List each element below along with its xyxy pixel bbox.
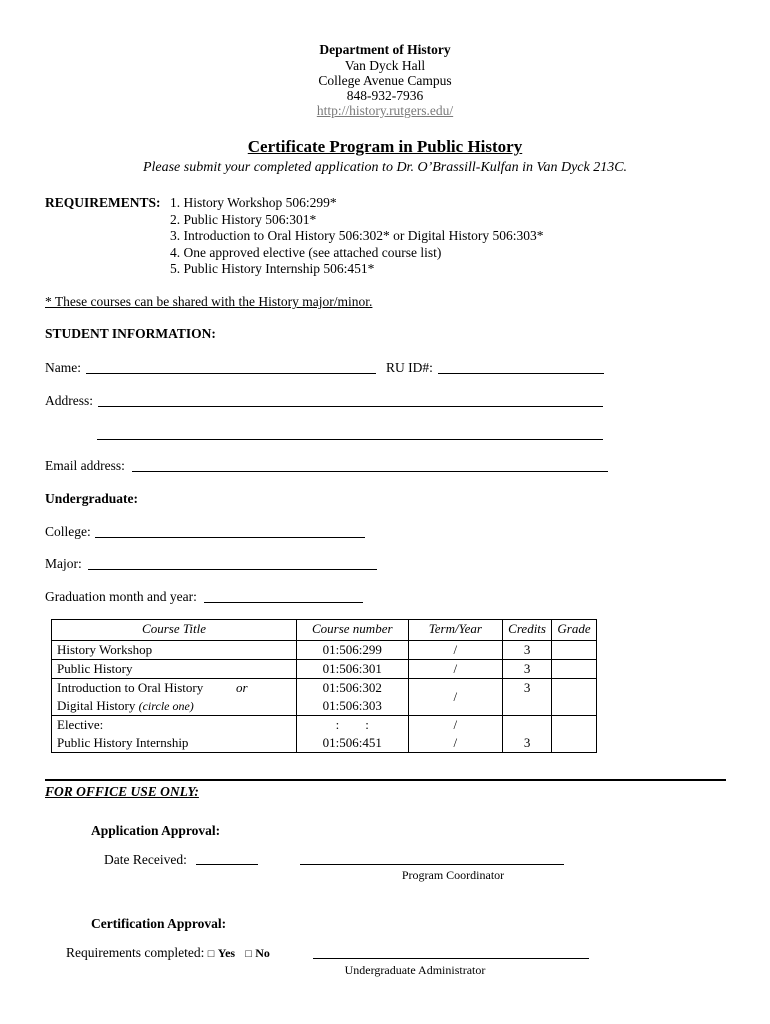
major-field[interactable] [88,569,377,570]
grade-cell[interactable] [551,679,596,716]
undergraduate-administrator-label: Undergraduate Administrator [344,963,486,977]
term-year-cell[interactable]: / [408,679,503,716]
graduation-field[interactable] [204,602,363,603]
table-row [52,679,597,716]
shared-courses-note: * These courses can be shared with the History major/minor. [45,294,373,309]
table-row [52,716,597,753]
student-info-heading: STUDENT INFORMATION: [45,326,216,341]
course-title-line: Elective: [57,717,104,732]
undergraduate-heading: Undergraduate: [45,491,138,506]
credits-cell [503,716,552,753]
date-received-field[interactable] [196,864,258,865]
column-header: Course number [297,620,409,641]
address-field-line1[interactable] [98,406,603,407]
requirements-completed-label: Requirements completed: [66,945,205,960]
date-received-label: Date Received: [104,852,187,867]
requirement-item: 5. Public History Internship 506:451* [170,261,375,276]
department-website-link[interactable]: http://history.rutgers.edu/ [316,103,454,118]
credits-cell: 3 [503,679,552,716]
requirement-item: 2. Public History 506:301* [170,211,317,227]
email-field[interactable] [132,471,608,472]
term-year-cell[interactable] [408,716,503,753]
form-title: Certificate Program in Public History [247,137,523,156]
term-year-line[interactable]: / [453,735,458,750]
course-title-cell [52,679,297,716]
credits-line: 3 [523,735,531,750]
campus-name: College Avenue Campus [318,73,452,88]
course-title-line: Digital History [57,698,136,713]
graduation-label: Graduation month and year: [45,589,197,604]
course-number-cell: 01:506:301 [297,660,409,679]
administrator-signature-line[interactable] [313,958,589,959]
requirements-completed-row [66,945,270,961]
column-header: Term/Year [408,620,503,641]
grade-cell[interactable] [551,641,596,660]
no-checkbox[interactable]: □ [245,948,252,960]
course-number-cell: 01:506:299 [297,641,409,660]
grade-cell[interactable] [551,716,596,753]
course-number-cell [297,679,409,716]
table-row [52,660,597,679]
no-label: No [255,946,270,960]
course-number-line[interactable]: 01:506:303 [322,698,382,713]
application-approval-heading: Application Approval: [91,823,221,838]
credits-cell: 3 [503,641,552,660]
college-field[interactable] [95,537,365,538]
certification-approval-heading: Certification Approval: [91,916,227,931]
requirements-label: REQUIREMENTS: [45,195,161,210]
ruid-label: RU ID#: [386,360,433,375]
course-table [51,619,597,753]
submission-instructions: Please submit your completed application to Dr. O’Brassill-Kulfan in Van Dyck 213C. [142,160,628,175]
course-title-cell: History Workshop [52,641,297,660]
requirement-item: 3. Introduction to Oral History 506:302* or Digital History 506:303* [170,228,544,243]
requirement-item: 4. One approved elective (see attached course list) [170,244,442,260]
term-year-cell[interactable]: / [408,641,503,660]
requirement-item: 1. History Workshop 506:299* [170,195,337,210]
course-number-line[interactable]: 01:506:302 [322,680,382,695]
name-field[interactable] [86,373,376,374]
email-label: Email address: [45,458,125,473]
requirements-list [170,195,543,278]
table-row [52,641,597,660]
major-label: Major: [45,556,82,571]
coordinator-signature-line[interactable] [300,864,564,865]
college-label: College: [45,524,91,539]
grade-cell[interactable] [551,660,596,679]
table-header-row [52,620,597,641]
yes-label: Yes [217,946,236,960]
term-year-line[interactable]: / [453,717,458,732]
address-label: Address: [45,393,93,408]
ruid-field[interactable] [438,373,604,374]
course-number-cell [297,716,409,753]
column-header: Course Title [52,620,297,641]
yes-checkbox[interactable]: □ [207,948,215,960]
or-text: or [236,680,248,695]
course-title-line: Introduction to Oral History [57,680,204,695]
credits-cell: 3 [503,660,552,679]
department-name: Department of History [319,42,451,57]
program-coordinator-label: Program Coordinator [401,868,505,882]
column-header: Credits [503,620,552,641]
course-number-line: 01:506:451 [322,735,382,750]
section-divider [45,779,726,781]
address-field-line2[interactable] [97,439,603,440]
phone-number: 848-932-7936 [346,88,424,103]
column-header: Grade [551,620,596,641]
course-title-cell [52,716,297,753]
course-title-cell: Public History [52,660,297,679]
term-year-cell[interactable]: / [408,660,503,679]
circle-one-note: (circle one) [138,699,194,713]
office-use-heading: FOR OFFICE USE ONLY: [45,784,199,799]
course-number-line[interactable]: : : [335,717,369,732]
building-name: Van Dyck Hall [344,58,426,73]
course-title-line: Public History Internship [57,735,189,750]
name-label: Name: [45,360,81,375]
